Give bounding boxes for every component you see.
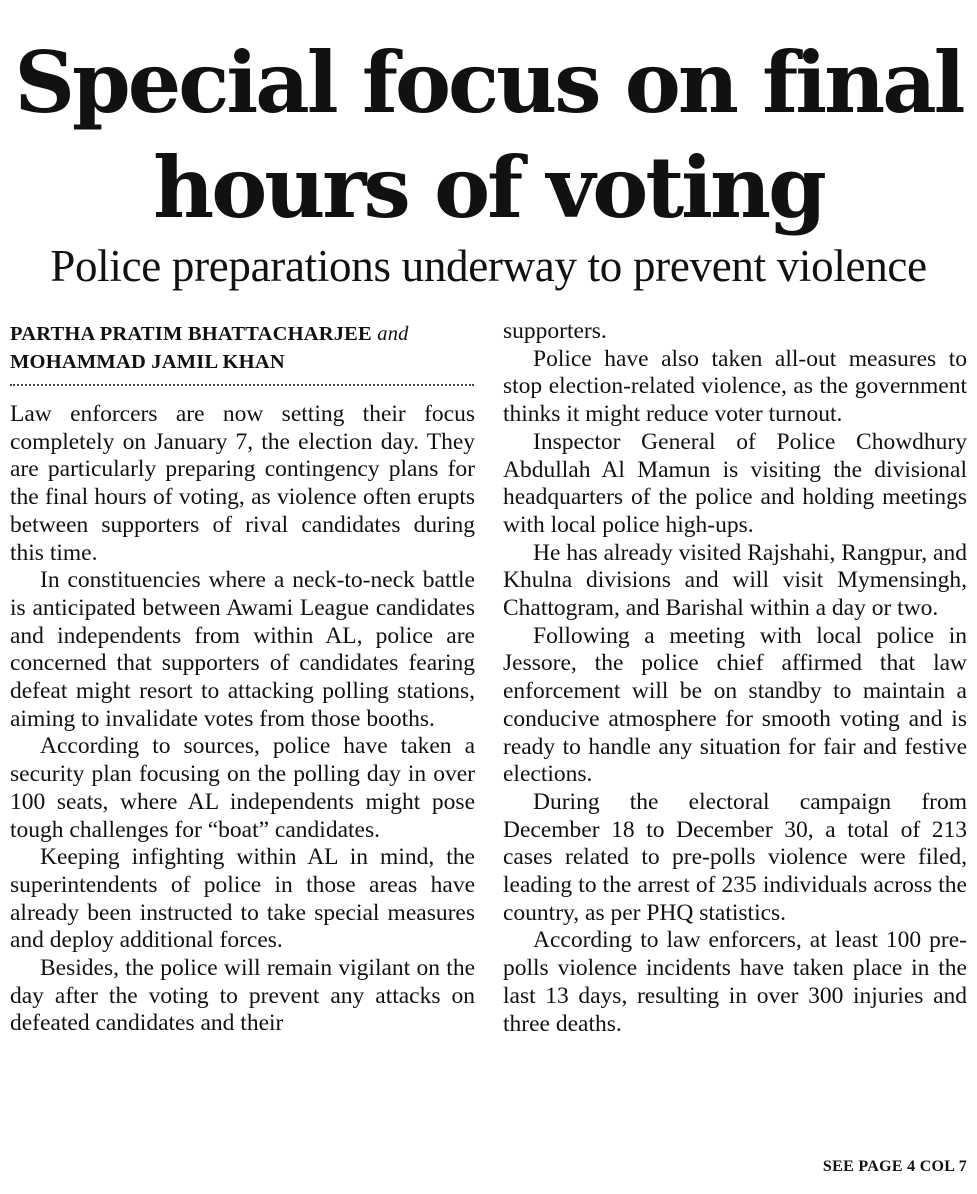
- paragraph: In constituencies where a neck-to-neck battle is anticipated between Awami League candidates and independents from within AL, police are concerned that supporters of candidates fearing defeat might resort to attacking polling stations, aiming to invalidate votes from those booths.: [10, 567, 475, 732]
- byline-divider: [10, 384, 474, 386]
- paragraph: Police have also taken all-out measures to stop election-related violence, as the government thinks it might reduce voter turnout.: [503, 345, 967, 428]
- byline-author-2: MOHAMMAD JAMIL KHAN: [10, 351, 285, 373]
- continuation-jump-line: SEE PAGE 4 COL 7: [822, 1158, 967, 1175]
- byline-conjunction: and: [377, 323, 409, 345]
- article-column-1: [10, 401, 475, 1038]
- article-column-2: [503, 318, 967, 1038]
- subheadline: Police preparations underway to prevent violence: [50, 241, 927, 291]
- paragraph: According to sources, police have taken a security plan focusing on the polling day in over 100 seats, where AL independents might pose tough challenges for “boat” candidates.: [10, 733, 475, 843]
- headline-line-2: hours of voting: [153, 138, 824, 237]
- byline: [10, 320, 476, 376]
- byline-author-1: PARTHA PRATIM BHATTACHARJEE: [10, 323, 372, 345]
- paragraph: supporters.: [503, 318, 607, 344]
- paragraph: Inspector General of Police Chowdhury Abdullah Al Mamun is visiting the divisional headquarters of the police and holding meetings with local police high-ups.: [503, 428, 967, 538]
- paragraph: Following a meeting with local police in Jessore, the police chief affirmed that law enforcement will be on standby to maintain a conducive atmosphere for smooth voting and is ready to handle any situation for fair and festive elections.: [503, 622, 967, 788]
- paragraph: Keeping infighting within AL in mind, the superintendents of police in those areas have already been instructed to take special measures and deploy additional forces.: [10, 844, 475, 954]
- headline-line-1: Special focus on final: [14, 33, 963, 132]
- paragraph: Law enforcers are now setting their focus completely on January 7, the election day. They are particularly preparing contingency plans for the final hours of voting, as violence often erupts between supporters of rival candidates during this time.: [10, 401, 475, 566]
- paragraph: According to law enforcers, at least 100 pre-polls violence incidents have taken place in the last 13 days, resulting in over 300 injuries and three deaths.: [503, 927, 967, 1037]
- paragraph: He has already visited Rajshahi, Rangpur, and Khulna divisions and will visit Mymensingh, Chattogram, and Barishal within a day or two.: [503, 539, 967, 622]
- paragraph: During the electoral campaign from December 18 to December 30, a total of 213 cases related to pre-polls violence were filed, leading to the arrest of 235 individuals across the country, as per PHQ statistics.: [503, 788, 967, 926]
- paragraph: Besides, the police will remain vigilant on the day after the voting to prevent any attacks on defeated candidates and their: [10, 955, 475, 1037]
- headline: [0, 30, 977, 240]
